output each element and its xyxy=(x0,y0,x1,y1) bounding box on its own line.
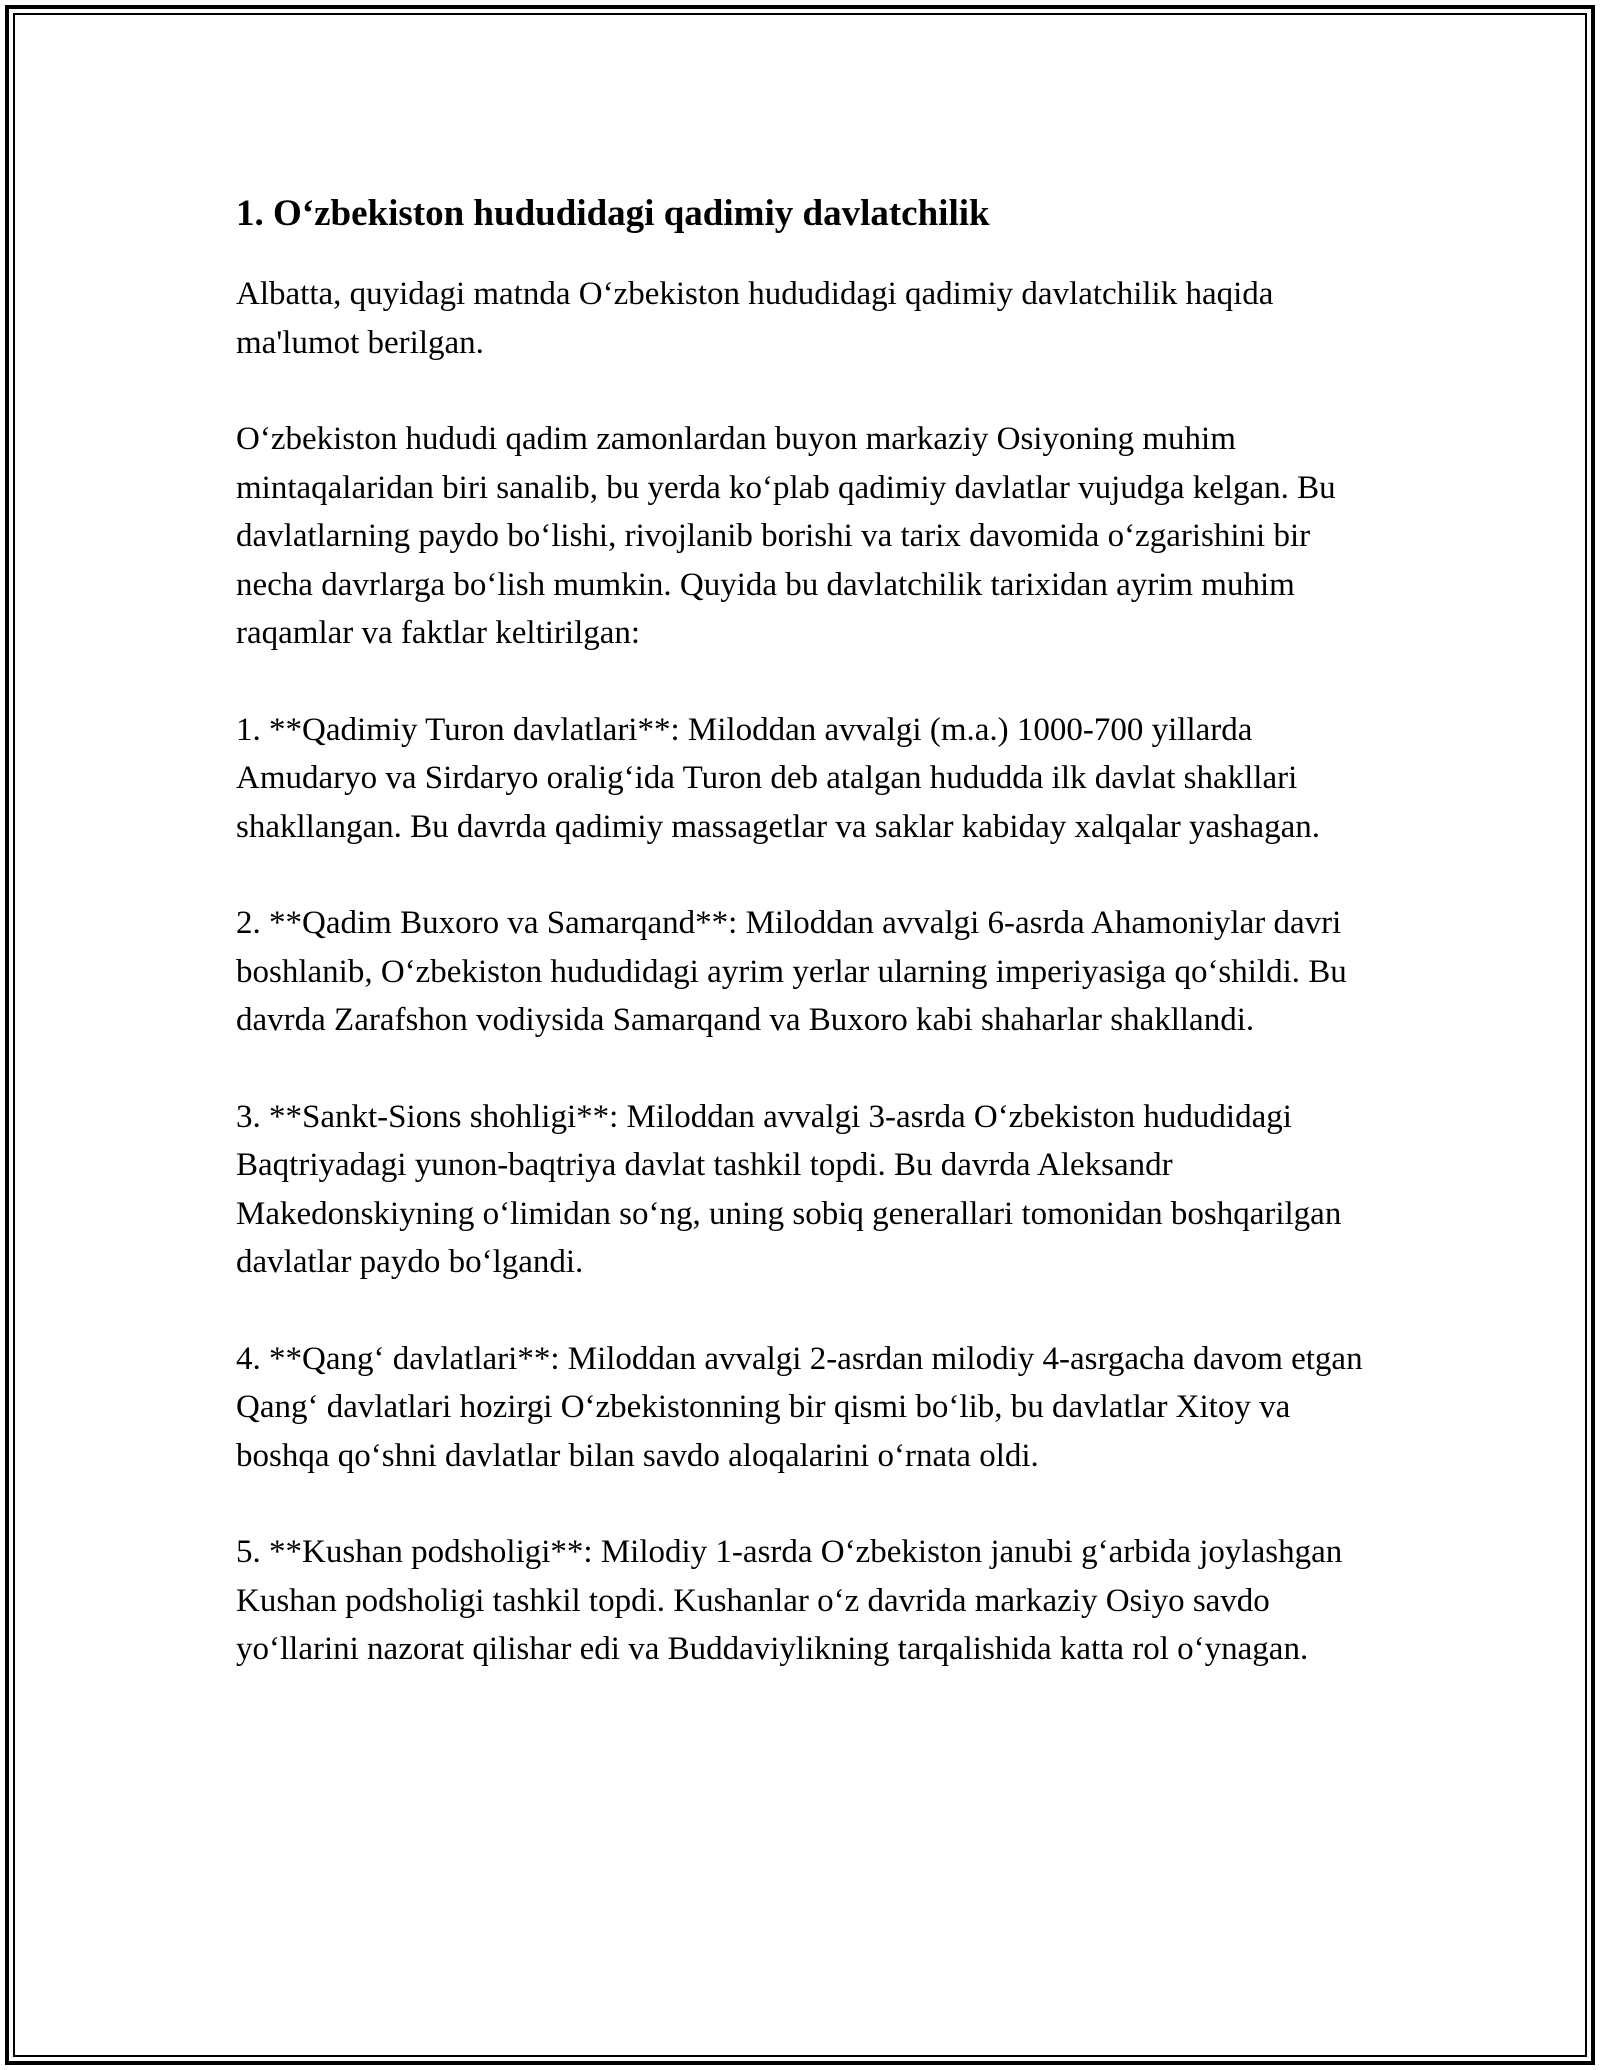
overview-paragraph: O‘zbekiston hududi qadim zamonlardan buyon markaziy Osiyoning muhim mintaqalaridan biri sanalib, bu yerda ko‘plab qadimiy davlatlar vujudga kelgan. Bu davlatlarning paydo bo‘lishi, rivojlanib borishi va tarix davomida o‘zgarishini bir necha davrlarga bo‘lish mumkin. Quyida bu davlatchilik tarixidan ayrim muhim raqamlar va faktlar keltirilgan: xyxy=(236,421,1336,651)
list-item-turon: 1. **Qadimiy Turon davlatlari**: Miloddan avvalgi (m.a.) 1000-700 yillarda Amudaryo va Sirdaryo oralig‘ida Turon deb atalgan hududda ilk davlat shakllari shakllangan. Bu davrda qadimiy massagetlar va saklar kabiday xalqalar yashagan. xyxy=(236,711,1321,845)
list-item-buxoro-samarqand: 2. **Qadim Buxoro va Samarqand**: Miloddan avvalgi 6-asrda Ahamoniylar davri boshlanib, O‘zbekiston hududidagi ayrim yerlar ularning imperiyasiga qo‘shildi. Bu davrda Zarafshon vodiysida Samarqand va Buxoro kabi shaharlar shakllandi. xyxy=(236,905,1347,1038)
list-item-sankt-sions: 3. **Sankt-Sions shohligi**: Miloddan avvalgi 3-asrda O‘zbekiston hududidagi Baqtriyadagi yunon-baqtriya davlat tashkil topdi. Bu davrda Aleksandr Makedonskiyning o‘limidan so‘ng, uning sobiq generallari tomonidan boshqarilgan davlatlar paydo bo‘lgandi. xyxy=(236,1098,1342,1280)
list-item-kushan: 5. **Kushan podsholigi**: Milodiy 1-asrda O‘zbekiston janubi g‘arbida joylashgan Kushan podsholigi tashkil topdi. Kushanlar o‘z davrida markaziy Osiyo savdo yo‘llarini nazorat qilishar edi va Buddaviylikning tarqalishida katta rol o‘ynagan. xyxy=(236,1534,1343,1667)
document-body xyxy=(236,188,1376,1722)
intro-paragraph: Albatta, quyidagi matnda O‘zbekiston hududidagi qadimiy davlatchilik haqida ma'lumot berilgan. xyxy=(236,276,1274,361)
list-item-qang: 4. **Qang‘ davlatlari**: Miloddan avvalgi 2-asrdan milodiy 4-asrgacha davom etgan Qang‘ davlatlari hozirgi O‘zbekistonning bir qismi bo‘lib, bu davlatlar Xitoy va boshqa qo‘shni davlatlar bilan savdo aloqalarini o‘rnata oldi. xyxy=(236,1340,1363,1474)
document-title: 1. O‘zbekiston hududidagi qadimiy davlatchilik xyxy=(236,193,990,234)
